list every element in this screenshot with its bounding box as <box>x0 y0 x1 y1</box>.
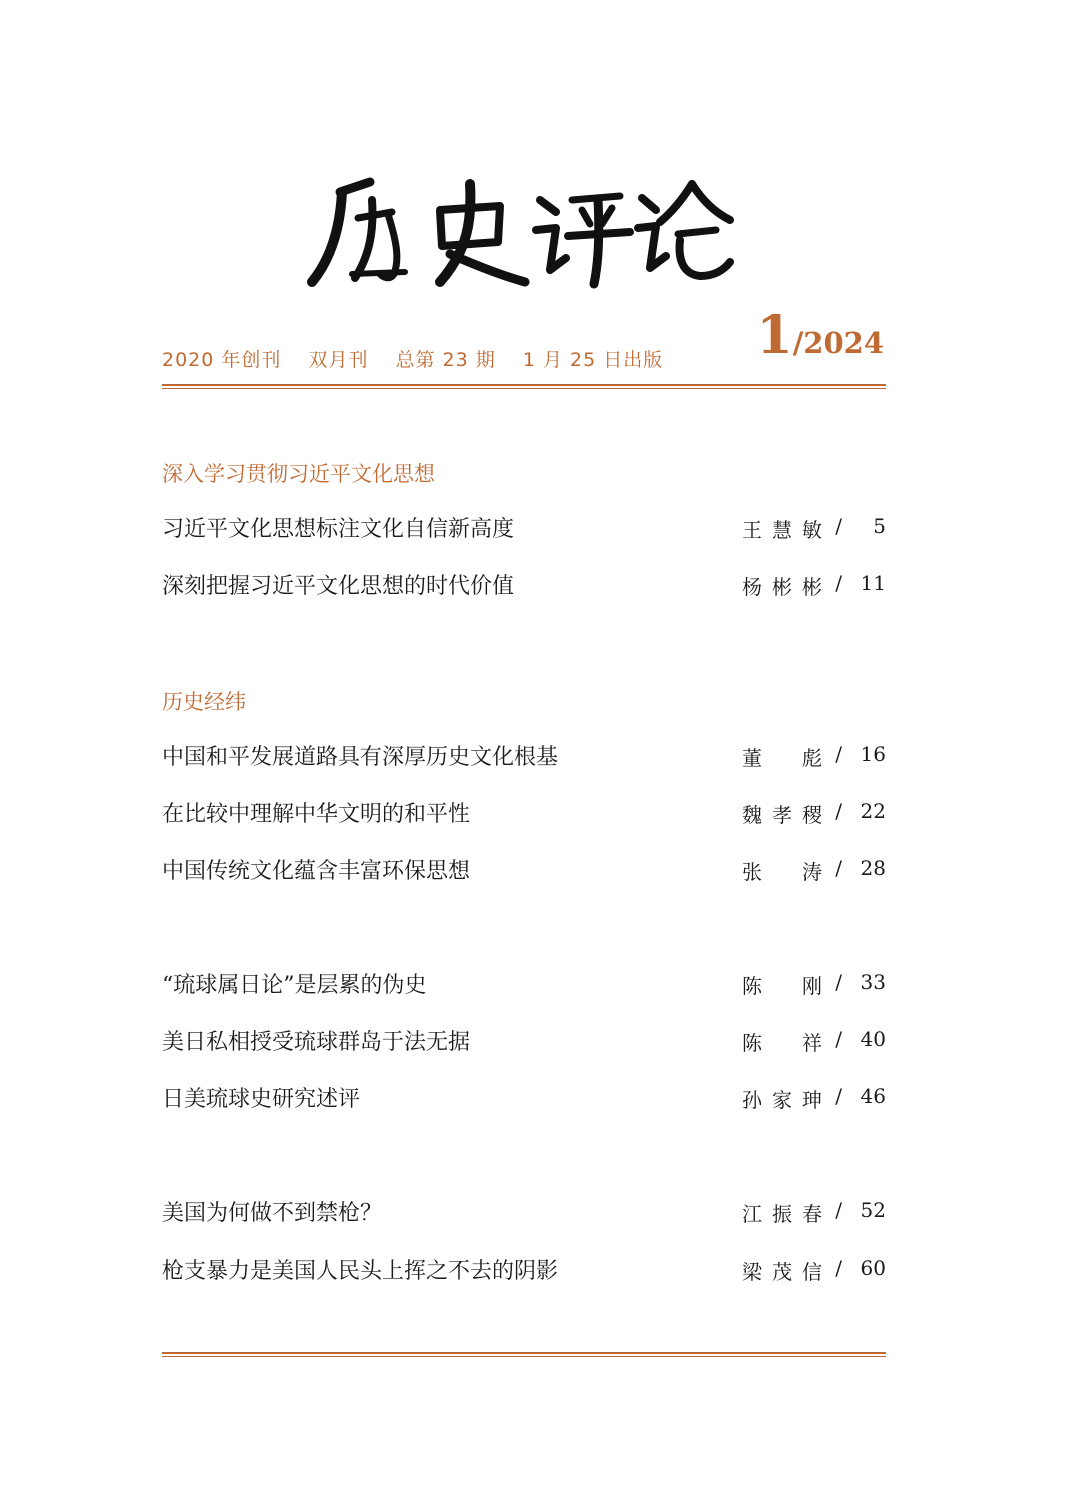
issue-number <box>757 305 885 366</box>
article-author: 王慧敏 <box>742 518 822 542</box>
separator: / <box>835 1027 842 1051</box>
page-number: 40 <box>860 1027 886 1051</box>
article-title: “琉球属日论”是层累的伪史 <box>162 973 427 998</box>
toc-entry[interactable] <box>162 569 886 601</box>
toc-entry[interactable] <box>162 512 886 544</box>
separator: / <box>835 970 842 994</box>
publication-info <box>162 345 683 372</box>
page-number: 11 <box>860 571 886 595</box>
toc-entry[interactable] <box>162 1082 886 1114</box>
bottom-rule <box>162 1352 886 1357</box>
toc-entry[interactable] <box>162 1025 886 1057</box>
top-rule <box>162 384 886 389</box>
article-title: 中国和平发展道路具有深厚历史文化根基 <box>162 745 559 770</box>
toc-entry[interactable] <box>162 740 886 772</box>
article-author: 陈祥 <box>742 1031 822 1055</box>
separator: / <box>835 742 842 766</box>
article-title: 在比较中理解中华文明的和平性 <box>162 802 471 827</box>
publish-date: 1 月 25 日出版 <box>522 349 664 371</box>
page-number: 5 <box>873 514 886 538</box>
article-title: 深刻把握习近平文化思想的时代价值 <box>162 574 515 599</box>
frequency: 双月刊 <box>308 349 369 371</box>
journal-logo <box>300 170 740 295</box>
section-heading: 深入学习贯彻习近平文化思想 <box>162 462 435 486</box>
article-title: 习近平文化思想标注文化自信新高度 <box>162 517 515 542</box>
separator: / <box>835 1198 842 1222</box>
toc-entry[interactable] <box>162 797 886 829</box>
article-author: 江振春 <box>742 1202 822 1226</box>
toc-entry[interactable] <box>162 854 886 886</box>
article-author: 孙家珅 <box>742 1088 822 1112</box>
page-number: 28 <box>860 856 886 880</box>
section-heading: 历史经纬 <box>162 690 246 714</box>
page-number: 60 <box>860 1256 886 1280</box>
page-number: 22 <box>860 799 886 823</box>
article-author: 张涛 <box>742 860 822 884</box>
calligraphy-logo-icon <box>300 170 740 295</box>
article-author: 魏孝稷 <box>742 803 822 827</box>
article-author: 杨彬彬 <box>742 575 822 599</box>
issue-year: /2024 <box>792 326 884 360</box>
article-author: 陈刚 <box>742 974 822 998</box>
article-title: 枪支暴力是美国人民头上挥之不去的阴影 <box>162 1259 559 1284</box>
separator: / <box>835 856 842 880</box>
article-author: 董彪 <box>742 746 822 770</box>
separator: / <box>835 799 842 823</box>
separator: / <box>835 571 842 595</box>
separator: / <box>835 1256 842 1280</box>
issue-num: 1 <box>756 305 793 366</box>
toc-entry[interactable] <box>162 1254 886 1286</box>
founded-year: 2020 年创刊 <box>162 349 282 371</box>
separator: / <box>835 514 842 538</box>
article-title: 美国为何做不到禁枪？ <box>162 1201 383 1226</box>
article-author: 梁茂信 <box>742 1260 822 1284</box>
page-number: 46 <box>860 1084 886 1108</box>
issue-total: 总第 23 期 <box>395 349 496 371</box>
article-title: 美日私相授受琉球群岛于法无据 <box>162 1030 471 1055</box>
article-title: 中国传统文化蕴含丰富环保思想 <box>162 859 471 884</box>
toc-entry[interactable] <box>162 968 886 1000</box>
toc-entry[interactable] <box>162 1196 886 1228</box>
page-number: 33 <box>860 970 886 994</box>
page-number: 16 <box>860 742 886 766</box>
page-number: 52 <box>860 1198 886 1222</box>
separator: / <box>835 1084 842 1108</box>
article-title: 日美琉球史研究述评 <box>162 1087 361 1112</box>
